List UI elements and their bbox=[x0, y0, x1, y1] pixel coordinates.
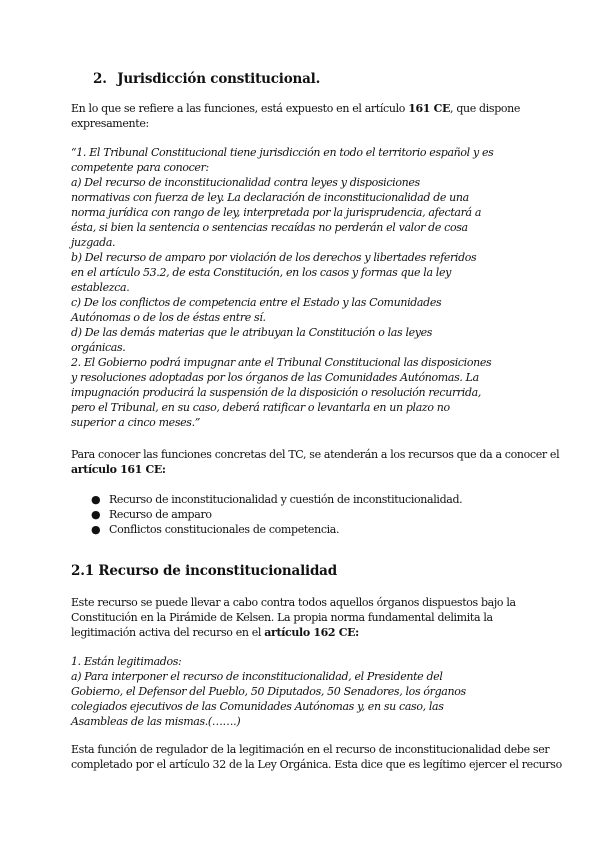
quote-line: “1. El Tribunal Constitucional tiene jurisdicción en todo el territorio español y es bbox=[71, 146, 494, 159]
recurso-line-3: legitimación activa del recurso en el artículo 162 CE: bbox=[71, 626, 359, 639]
list-item: ● Conflictos constitucionales de competencia. bbox=[91, 523, 340, 536]
quote-line: a) Del recurso de inconstitucionalidad contra leyes y disposiciones bbox=[71, 176, 420, 189]
functions-line-1: Para conocer las funciones concretas del TC, se atenderán a los recursos que da a conocer el bbox=[71, 448, 560, 461]
quote-line: impugnación producirá la suspensión de la disposición o resolución recurrida, bbox=[71, 386, 481, 399]
quote-line: d) De las demás materias que le atribuyan la Constitución o las leyes bbox=[71, 326, 433, 339]
recurso-line-2: Constitución en la Pirámide de Kelsen. La propia norma fundamental delimita la bbox=[71, 611, 493, 624]
article-reference: artículo 162 CE: bbox=[264, 626, 359, 639]
quote-line: superior a cinco meses.” bbox=[71, 416, 200, 429]
recurso-line-1: Este recurso se puede llevar a cabo contra todos aquellos órganos dispuestos bajo la bbox=[71, 596, 516, 609]
quote-line: 1. Están legitimados: bbox=[71, 655, 182, 668]
quote-line: colegiados ejecutivos de las Comunidades Autónomas y, en su caso, las bbox=[71, 700, 444, 713]
quote-line: en el artículo 53.2, de esta Constitución, en los casos y formas que la ley bbox=[71, 266, 451, 279]
bullet-icon: ● bbox=[91, 508, 101, 521]
intro-paragraph bbox=[71, 101, 531, 131]
list-item: ● Recurso de inconstitucionalidad y cuestión de inconstitucionalidad. bbox=[91, 493, 463, 506]
quote-line: pero el Tribunal, en su caso, deberá ratificar o levantarla en un plazo no bbox=[71, 401, 450, 414]
quote-line: normativas con fuerza de ley. La declaración de inconstitucionalidad de una bbox=[71, 191, 469, 204]
bullet-icon: ● bbox=[91, 523, 101, 536]
intro-line-2: expresamente: bbox=[71, 117, 149, 130]
quote-line: c) De los conflictos de competencia entre el Estado y las Comunidades bbox=[71, 296, 442, 309]
heading-number: 2. bbox=[93, 71, 107, 87]
legitimation-quote bbox=[71, 654, 531, 729]
quote-line: Gobierno, el Defensor del Pueblo, 50 Diputados, 50 Senadores, los órganos bbox=[71, 685, 466, 698]
quote-line: ésta, si bien la sentencia o sentencias recaídas no perderán el valor de cosa bbox=[71, 221, 468, 234]
bullet-list bbox=[71, 492, 462, 537]
subsection-heading: 2.1 Recurso de inconstitucionalidad bbox=[71, 563, 337, 579]
section-heading bbox=[93, 71, 320, 87]
quote-line: b) Del recurso de amparo por violación de los derechos y libertades referidos bbox=[71, 251, 477, 264]
constitution-quote bbox=[71, 145, 531, 430]
recurso-paragraph bbox=[71, 595, 531, 640]
intro-line-1: En lo que se refiere a las funciones, está expuesto en el artículo 161 CE, que dispone bbox=[71, 102, 521, 115]
functions-paragraph bbox=[71, 447, 560, 477]
quote-line: a) Para interponer el recurso de inconstitucionalidad, el Presidente del bbox=[71, 670, 443, 683]
list-item: ● Recurso de amparo bbox=[91, 508, 212, 521]
bullet-icon: ● bbox=[91, 493, 101, 506]
quote-line: norma jurídica con rango de ley, interpretada por la jurisprudencia, afectará a bbox=[71, 206, 482, 219]
quote-line: juzgada. bbox=[71, 236, 116, 249]
quote-line: y resoluciones adoptadas por los órganos de las Comunidades Autónomas. La bbox=[71, 371, 479, 384]
quote-line: 2. El Gobierno podrá impugnar ante el Tribunal Constitucional las disposiciones bbox=[71, 356, 492, 369]
closing-line-1: Esta función de regulador de la legitimación en el recurso de inconstitucionalidad debe ser bbox=[71, 743, 550, 756]
closing-paragraph bbox=[71, 742, 562, 772]
quote-line: orgánicas. bbox=[71, 341, 126, 354]
heading-title: Jurisdicción constitucional. bbox=[117, 71, 321, 87]
closing-line-2: completado por el artículo 32 de la Ley Orgánica. Esta dice que es legítimo ejercer el recurso bbox=[71, 758, 562, 771]
quote-line: Autónomas o de los de éstas entre sí. bbox=[71, 311, 266, 324]
article-reference: artículo 161 CE: bbox=[71, 463, 166, 476]
quote-line: competente para conocer: bbox=[71, 161, 209, 174]
article-reference: 161 CE bbox=[408, 102, 451, 115]
quote-line: Asambleas de las mismas.(…….) bbox=[71, 715, 241, 728]
quote-line: establezca. bbox=[71, 281, 130, 294]
